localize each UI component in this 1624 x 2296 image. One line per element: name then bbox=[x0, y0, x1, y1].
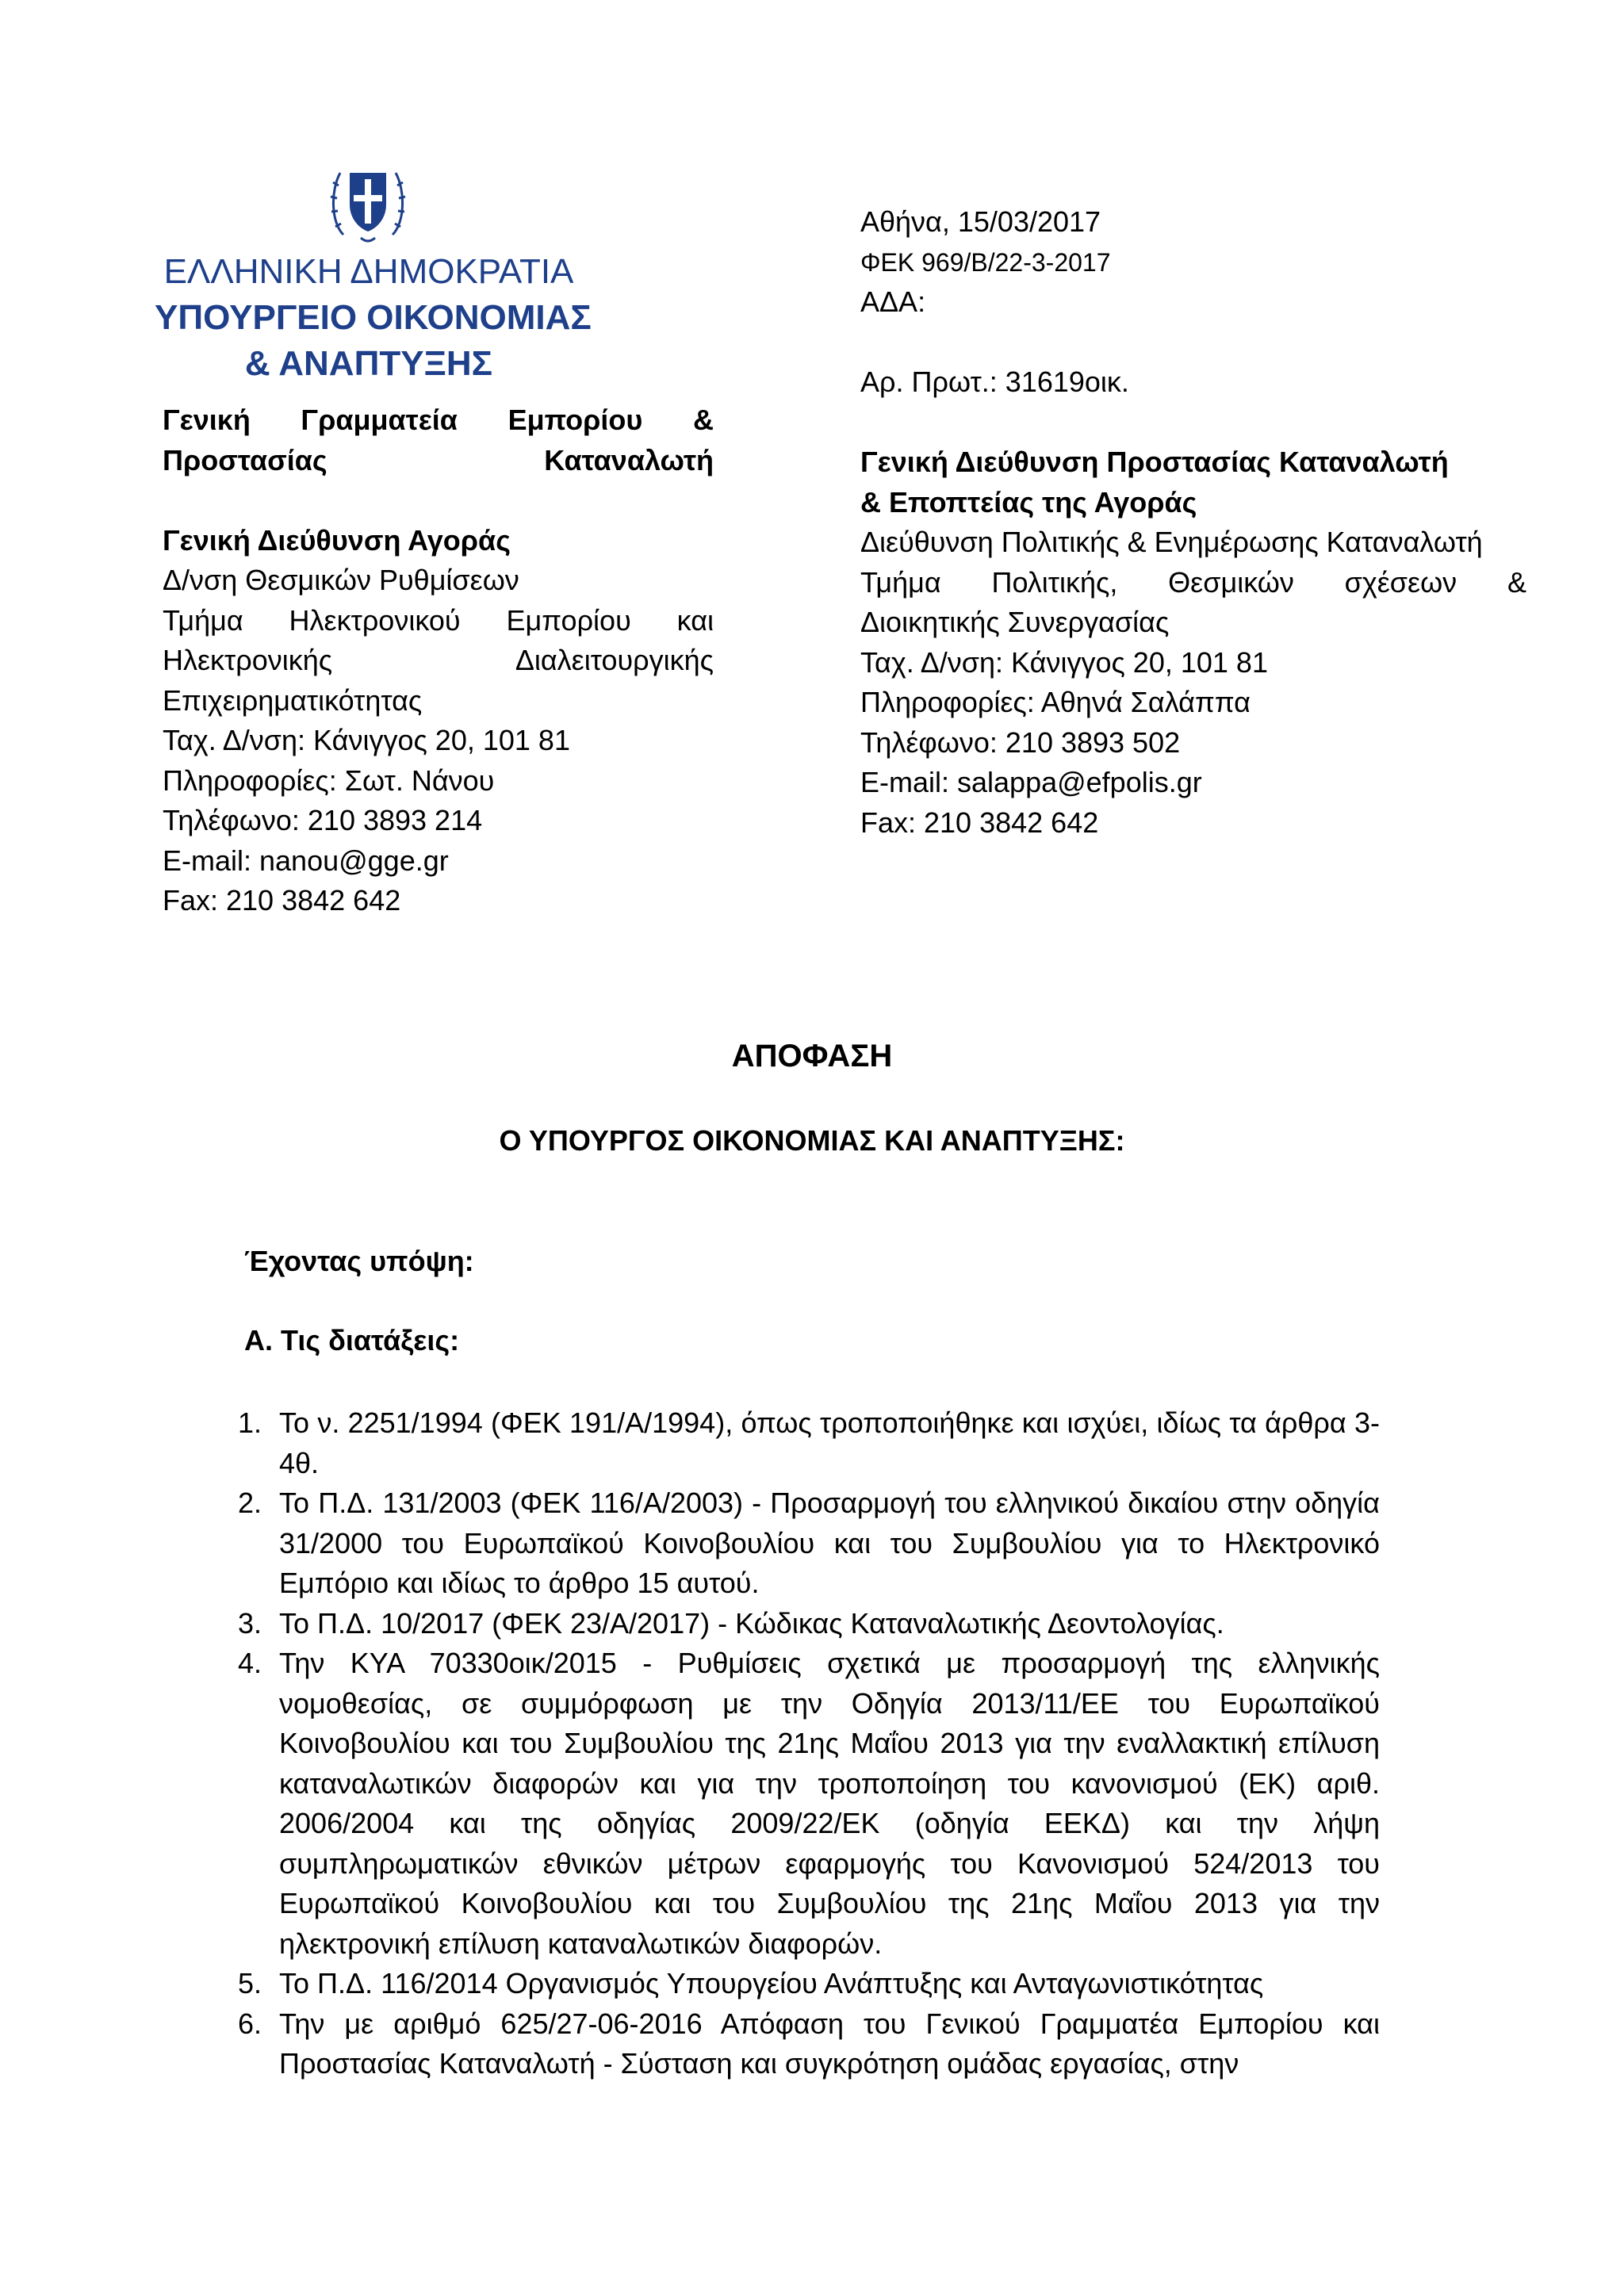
right-directorate-line-1: Γενική Διεύθυνση Προστασίας Καταναλωτή bbox=[860, 446, 1449, 478]
considering-heading: Έχοντας υπόψη: bbox=[244, 1245, 474, 1277]
list-item bbox=[238, 1483, 1380, 1604]
right-email-address: E-mail: salappa@efpolis.gr bbox=[860, 766, 1202, 798]
greek-coat-of-arms-icon bbox=[329, 159, 407, 246]
postal-address: Ταχ. Δ/νση: Κάνιγγος 20, 101 81 bbox=[163, 724, 570, 756]
list-item-number: 5. bbox=[238, 1967, 262, 1999]
list-item-number: 6. bbox=[238, 2007, 262, 2040]
right-postal-address: Ταχ. Δ/νση: Κάνιγγος 20, 101 81 bbox=[860, 645, 1268, 679]
list-item-number: 3. bbox=[238, 1606, 262, 1640]
right-directorate-line-2: & Εποπτείας της Αγοράς bbox=[860, 485, 1197, 519]
minister-heading: Ο ΥΠΟΥΡΓΟΣ ΟΙΚΟΝΟΜΙΑΣ ΚΑΙ ΑΝΑΠΤΥΞΗΣ: bbox=[499, 1124, 1125, 1157]
sender-right-block bbox=[860, 202, 1526, 843]
list-item-text: Το ν. 2251/1994 (ΦΕΚ 191/Α/1994), όπως τροποποιήθηκε και ισχύει, ιδίως τα άρθρα 3-4θ. bbox=[279, 1406, 1380, 1479]
ada-label: ΑΔΑ: bbox=[860, 285, 926, 318]
phone-number: Τηλέφωνο: 210 3893 214 bbox=[163, 804, 483, 836]
list-item-text: Το Π.Δ. 131/2003 (ΦΕΚ 116/Α/2003) - Προσαρμογή του ελληνικού δικαίου στην οδηγία 31/2000 του Ευρωπαϊκού Κοινοβουλίου και του Συμβουλίου για το Ηλεκτρονικό Εμπόριο και ιδίως το άρθρο 15 αυτού. bbox=[279, 1487, 1380, 1599]
logo-line-republic: ΕΛΛΗΝΙΚΗ ΔΗΜΟΚΡΑΤΙΑ bbox=[163, 252, 574, 291]
list-item-text: Την με αριθμό 625/27-06-2016 Απόφαση του Γενικού Γραμματέα Εμπορίου και Προστασίας Καταναλωτή - Σύσταση και συγκρότηση ομάδας εργασίας, στην bbox=[279, 2007, 1380, 2080]
division-name: Δ/νση Θεσμικών Ρυθμίσεων bbox=[163, 564, 519, 596]
contact-person: Πληροφορίες: Σωτ. Νάνου bbox=[163, 763, 495, 797]
list-item bbox=[238, 1644, 1380, 1964]
document-date: Αθήνα, 15/03/2017 bbox=[860, 205, 1101, 238]
list-item-number: 2. bbox=[238, 1487, 262, 1519]
list-item-text: Το Π.Δ. 10/2017 (ΦΕΚ 23/Α/2017) - Κώδικας Καταναλωτικής Δεοντολογίας. bbox=[279, 1606, 1224, 1640]
department-line-3: Επιχειρηματικότητας bbox=[163, 683, 423, 717]
list-item bbox=[238, 2004, 1380, 2084]
logo-line-development: & ΑΝΑΠΤΥΞΗΣ bbox=[244, 344, 493, 383]
list-item-number: 4. bbox=[238, 1647, 262, 1679]
right-phone-number: Τηλέφωνο: 210 3893 502 bbox=[860, 725, 1181, 759]
directorate-name: Γενική Διεύθυνση Αγοράς bbox=[163, 523, 511, 557]
list-item-number: 1. bbox=[238, 1406, 262, 1439]
department-line-1: Τμήμα Ηλεκτρονικού Εμπορίου και bbox=[163, 603, 714, 637]
fek-reference: ΦΕΚ 969/Β/22-3-2017 bbox=[860, 247, 1111, 277]
right-department-line-1: Τμήμα Πολιτικής, Θεσμικών σχέσεων & bbox=[860, 565, 1526, 599]
fax-number: Fax: 210 3842 642 bbox=[163, 884, 401, 916]
ministry-logo bbox=[155, 159, 592, 387]
section-a-heading: Α. Τις διατάξεις: bbox=[244, 1324, 460, 1357]
provisions-list bbox=[238, 1403, 1380, 2084]
sender-left-block bbox=[163, 400, 714, 921]
department-line-2: Ηλεκτρονικής Διαλειτουργικής bbox=[163, 644, 714, 676]
list-item bbox=[238, 1604, 1380, 1644]
right-division-name: Διεύθυνση Πολιτικής & Ενημέρωσης Καταναλωτή bbox=[860, 526, 1483, 558]
email-address: E-mail: nanou@gge.gr bbox=[163, 844, 449, 877]
decision-title: ΑΠΟΦΑΣΗ bbox=[731, 1039, 893, 1073]
right-contact-person: Πληροφορίες: Αθηνά Σαλάππα bbox=[860, 686, 1251, 718]
list-item bbox=[238, 1964, 1380, 2004]
right-fax-number: Fax: 210 3842 642 bbox=[860, 806, 1099, 839]
secretariat-name: Γενική Γραμματεία Εμπορίου & Προστασίας Καταναλωτή bbox=[163, 404, 714, 476]
protocol-number: Αρ. Πρωτ.: 31619οικ. bbox=[860, 365, 1129, 398]
logo-line-ministry: ΥΠΟΥΡΓΕΙΟ ΟΙΚΟΝΟΜΙΑΣ bbox=[155, 298, 592, 337]
list-item-text: Την ΚΥΑ 70330οικ/2015 - Ρυθμίσεις σχετικά με προσαρμογή της ελληνικής νομοθεσίας, σε συμμόρφωση με την Οδηγία 2013/11/ΕΕ του Ευρωπαϊκού Κοινοβουλίου και του Συμβουλίου της 21ης Μαΐου 2013 για την εναλλακτική επίλυση καταναλωτικών διαφορών και για την τροποποίηση του κανονισμού (ΕΚ) αριθ. 2006/2004 και της οδηγίας 2009/22/ΕΚ (οδηγία ΕΕΚΔ) και την λήψη συμπληρωματικών εθνικών μέτρων εφαρμογής του Κανονισμού 524/2013 του Ευρωπαϊκού Κοινοβουλίου και του Συμβουλίου της 21ης Μαΐου 2013 για την ηλεκτρονική επίλυση καταναλωτικών διαφορών. bbox=[279, 1647, 1380, 1960]
right-department-line-2: Διοικητικής Συνεργασίας bbox=[860, 606, 1170, 638]
list-item-text: Το Π.Δ. 116/2014 Οργανισμός Υπουργείου Ανάπτυξης και Ανταγωνιστικότητας bbox=[279, 1967, 1264, 1999]
list-item bbox=[238, 1403, 1380, 1483]
